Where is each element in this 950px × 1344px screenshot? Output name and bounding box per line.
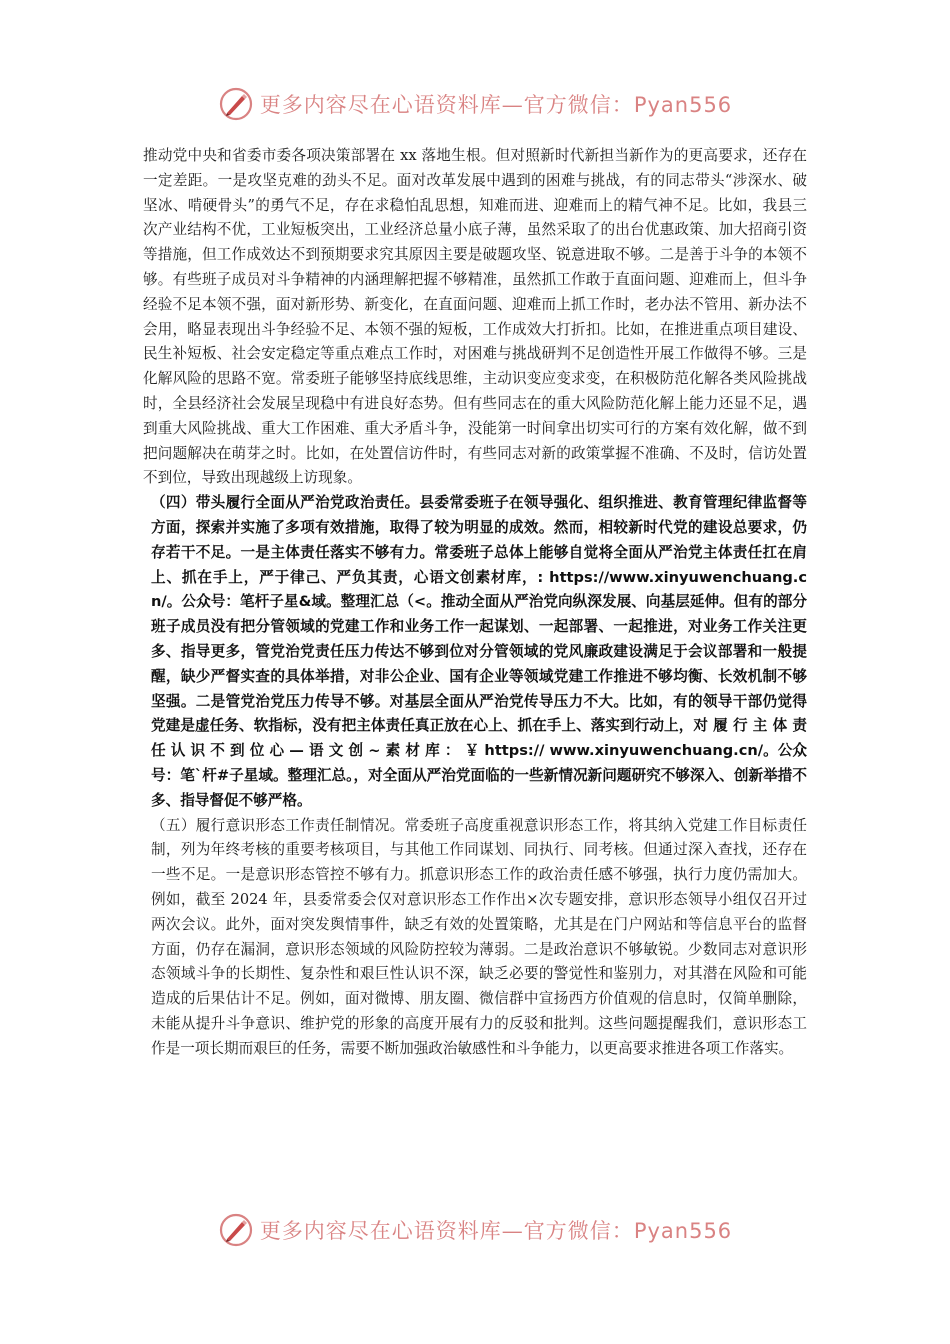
banner-text: 更多内容尽在心语资料库—官方微信：Pyan556 — [259, 1219, 733, 1243]
paragraph-party-discipline: （四）带头履行全面从严治党政治责任。县委常委班子在领导强化、组织推进、教育管理纪律监督等方面，探索并实施了多项有效措施，取得了较为明显的成效。然而，相较新时代党的建设总要求，仍存若干不足。一是主体责任落实不够有力。常委班子总体上能够自觉将全面从严治党主体责任扛在肩上、抓在手上，严于律己、严负其责，心语文创素材库，: https://www.xinyuwenchuang.cn/。公众号：笔杆子星&域。整理汇总（<。推动全面从严治党向纵深发展、向基层延伸。但有的部分班子成员没有把分管领域的党建工作和业务工作一起谋划、一起部署、一起推进，对业务工作关注更多、指导更多，管党治党责任压力传达不够到位对分管领域的党风廉政建设满足于会议部署和一般提醒，缺少严督实查的具体举措，对非公企业、国有企业等领域党建工作推进不够均衡、长效机制不够坚强。二是管党治党压力传导不够。对基层全面从严治党传导压力不大。比如，有的领导干部仍觉得党建是虚任务、软指标，没有把主体责任真正放在心上、抓在手上、落实到行动上，对 履 行 主 体 责 任 认 识 不 到 位 心 — 语 文 创 ~ 素 材 库 ： ￥ https:// www.xinyuwenchuang.cn/。公众号：笔`杆#子星域。整理汇总。，对全面从严治党面临的一些新情况新问题研究不够深入、创新举措不多、指导督促不够严格。 — [151, 494, 807, 809]
paragraph-ideology-work: （五）履行意识形态工作责任制情况。常委班子高度重视意识形态工作，将其纳入党建工作目标责任制，列为年终考核的重要考核项目，与其他工作同谋划、同执行、同考核。但通过深入查找，还存在一些不足。一是意识形态管控不够有力。抓意识形态工作的政治责任感不够强，执行力度仍需加大。例如，截至 2024 年，县委常委会仅对意识形态工作作出×次专题安排，意识形态领导小组仅召开过两次会议。此外，面对突发舆情事件，缺乏有效的处置策略，尤其是在门户网站和等信息平台的监督方面，仍存在漏洞，意识形态领域的风险防控较为薄弱。二是政治意识不够敏锐。少数同志对意识形态领域斗争的长期性、复杂性和艰巨性认识不深，缺乏必要的警觉性和鉴别力，对其潜在风险和可能造成的后果估计不足。例如，面对微博、朋友圈、微信群中宣扬西方价值观的信息时，仅简单删除，未能从提升斗争意识、维护党的形象的高度开展有力的反驳和批判。这些问题提醒我们，意识形态工作是一项长期而艰巨的任务，需要不断加强政治敏感性和斗争能力，以更高要求推进各项工作落实。 — [151, 816, 807, 1057]
pen-logo-icon — [218, 1212, 254, 1248]
banner-text: 更多内容尽在心语资料库—官方微信：Pyan556 — [259, 93, 733, 117]
header-banner — [0, 82, 950, 126]
wechat-id: Pyan556 — [633, 1219, 733, 1243]
wechat-id: Pyan556 — [633, 93, 733, 117]
paragraph-leadership-gaps: 推动党中央和省委市委各项决策部署在 xx 落地生根。但对照新时代新担当新作为的更高要求，还存在一定差距。一是攻坚克难的劲头不足。面对改革发展中遇到的困难与挑战，有的同志带头“涉深水、破坚冰、啃硬骨头”的勇气不足，存在求稳怕乱思想，知难而进、迎难而上的精气神不足。比如，我县三次产业结构不优，工业短板突出，工业经济总量小底子薄，虽然采取了的出台优惠政策、加大招商引资等措施，但工作成效达不到预期要求究其原因主要是破题攻坚、锐意进取不够。二是善于斗争的本领不够。有些班子成员对斗争精神的内涵理解把握不够精准，虽然抓工作敢于直面问题、迎难而上，但斗争经验不足本领不强，面对新形势、新变化，在直面问题、迎难而上抓工作时，老办法不管用、新办法不会用，略显表现出斗争经验不足、本领不强的短板，工作成效大打折扣。比如，在推进重点项目建设、民生补短板、社会安定稳定等重点难点工作时，对困难与挑战研判不足创造性开展工作做得不够。三是化解风险的思路不宽。常委班子能够坚持底线思维，主动识变应变求变，在积极防范化解各类风险挑战时，全县经济社会发展呈现稳中有进良好态势。但有些同志在的重大风险防范化解上能力还显不足，遇到重大风险挑战、重大工作困难、重大矛盾斗争，没能第一时间拿出切实可行的方案有效化解，做不到把问题解决在萌芽之时。比如，在处置信访件时，有些同志对新的政策掌握不准确、不及时，信访处置不到位，导致出现越级上访现象。 — [143, 147, 807, 487]
pen-logo-icon — [218, 86, 254, 122]
document-body — [143, 144, 807, 1061]
footer-banner — [0, 1208, 950, 1252]
